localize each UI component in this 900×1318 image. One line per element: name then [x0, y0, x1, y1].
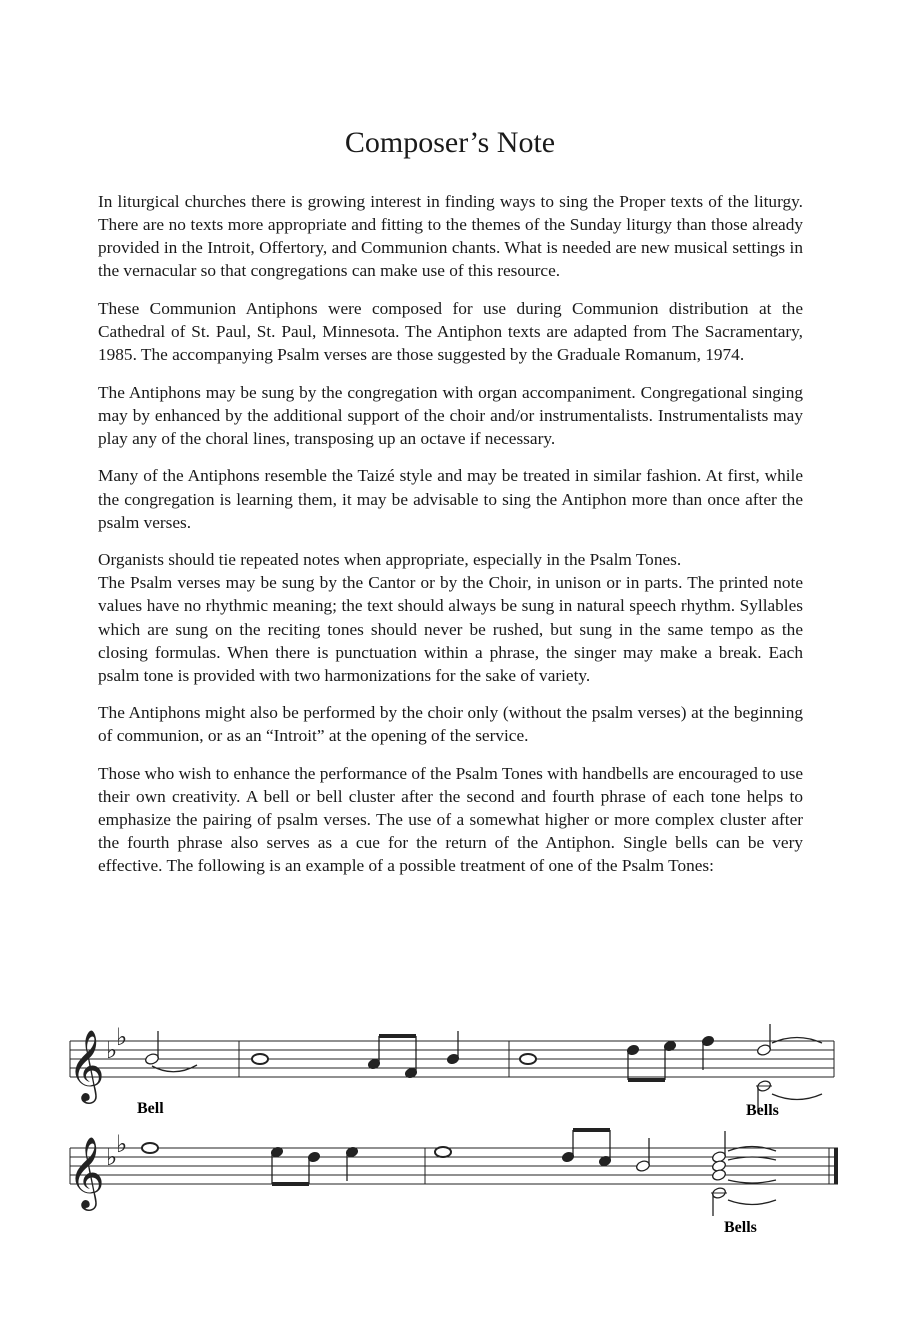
beam: [573, 1128, 610, 1132]
treble-clef-icon: 𝄞: [68, 1135, 105, 1208]
whole-note: [435, 1147, 451, 1157]
flat-icon: ♭: [106, 1143, 118, 1171]
body-text: [98, 190, 803, 892]
music-example: [62, 1018, 852, 1258]
paragraph-taize: Many of the Antiphons resemble the Taizé style and may be treated in similar fashion. At first, while the congregation is learning them, it may be advisable to sing the Antiphon more than once after the psalm verses.: [98, 466, 803, 532]
paragraph-organists: Organists should tie repeated notes when appropriate, especially in the Psalm Tones.: [98, 550, 682, 570]
whole-note: [520, 1054, 536, 1064]
whole-note: [142, 1143, 158, 1153]
tie: [728, 1147, 776, 1152]
staff-2-notes: [142, 1128, 776, 1216]
page-title: Composer’s Note: [344, 126, 556, 159]
beam: [272, 1182, 309, 1186]
staff-1-notes: [144, 1024, 822, 1110]
music-notation-figure: [62, 1018, 852, 1258]
paragraph-intro: In liturgical churches there is growing interest in finding ways to sing the Proper texts of the liturgy. There are no texts more appropriate and fitting to the themes of the Sunday liturgy than those already provided in the Introit, Offertory, and Communion chants. What is needed are new musical settings in the vernacular so that congregations can make use of this resource.: [98, 192, 803, 281]
half-note: [711, 1168, 726, 1181]
paragraph-choir-only: The Antiphons might also be performed by the choir only (without the psalm verses) at the beginning of communion, or as an “Introit” at the opening of the service.: [98, 703, 803, 746]
beam: [379, 1034, 416, 1038]
flat-icon: ♭: [116, 1130, 128, 1158]
tie: [728, 1180, 776, 1183]
paragraph-congregation: The Antiphons may be sung by the congregation with organ accompaniment. Congregational singing may by enhanced by the additional support of the choir and/or instrumentalists. Instrumentalists may play any of the choral lines, transposing up an octave if necessary.: [98, 382, 803, 448]
final-barline-thick: [834, 1148, 838, 1184]
paragraph-origin: These Communion Antiphons were composed for use during Communion distribution at the Cathedral of St. Paul, St. Paul, Minnesota. The Antiphon texts are adapted from The Sacramentary, 1985. The accompanying Psalm verses are those suggested by the Graduale Romanum, 1974.: [98, 298, 803, 365]
whole-note: [252, 1054, 268, 1064]
paragraph-handbells: Those who wish to enhance the performance of the Psalm Tones with handbells are encouraged to use their own creativity. A bell or bell cluster after the second and fourth phrase of each tone helps to emphasize the pairing of psalm verses. The use of a somewhat higher or more complex cluster after the fourth phrase also serves as a cue for the return of the Antiphon. Single bells can be very effective. The following is an example of a possible treatment of one of the Psalm Tones:: [98, 763, 803, 876]
tie: [772, 1038, 822, 1044]
beam: [628, 1078, 665, 1082]
paragraph-psalm-verses: The Psalm verses may be sung by the Cantor or by the Choir, in unison or in parts. The printed note values have no rhythmic meaning; the text should always be sung in natural speech rhythm. Syllables which are sung on the reciting tones should never be rushed, but sung in the same tempo as the closing formulas. When there is punctuation within a phrase, the singer may make a break. Each psalm tone is provided with two harmonizations for the sake of variety.: [98, 573, 803, 685]
flat-icon: ♭: [116, 1023, 128, 1051]
treble-clef-icon: 𝄞: [68, 1028, 105, 1101]
bell-label: Bell: [137, 1100, 164, 1117]
bells-label: Bells: [746, 1102, 779, 1119]
flat-icon: ♭: [106, 1036, 118, 1064]
tie: [772, 1094, 822, 1100]
tie: [728, 1200, 776, 1205]
bells-label: Bells: [724, 1219, 757, 1236]
